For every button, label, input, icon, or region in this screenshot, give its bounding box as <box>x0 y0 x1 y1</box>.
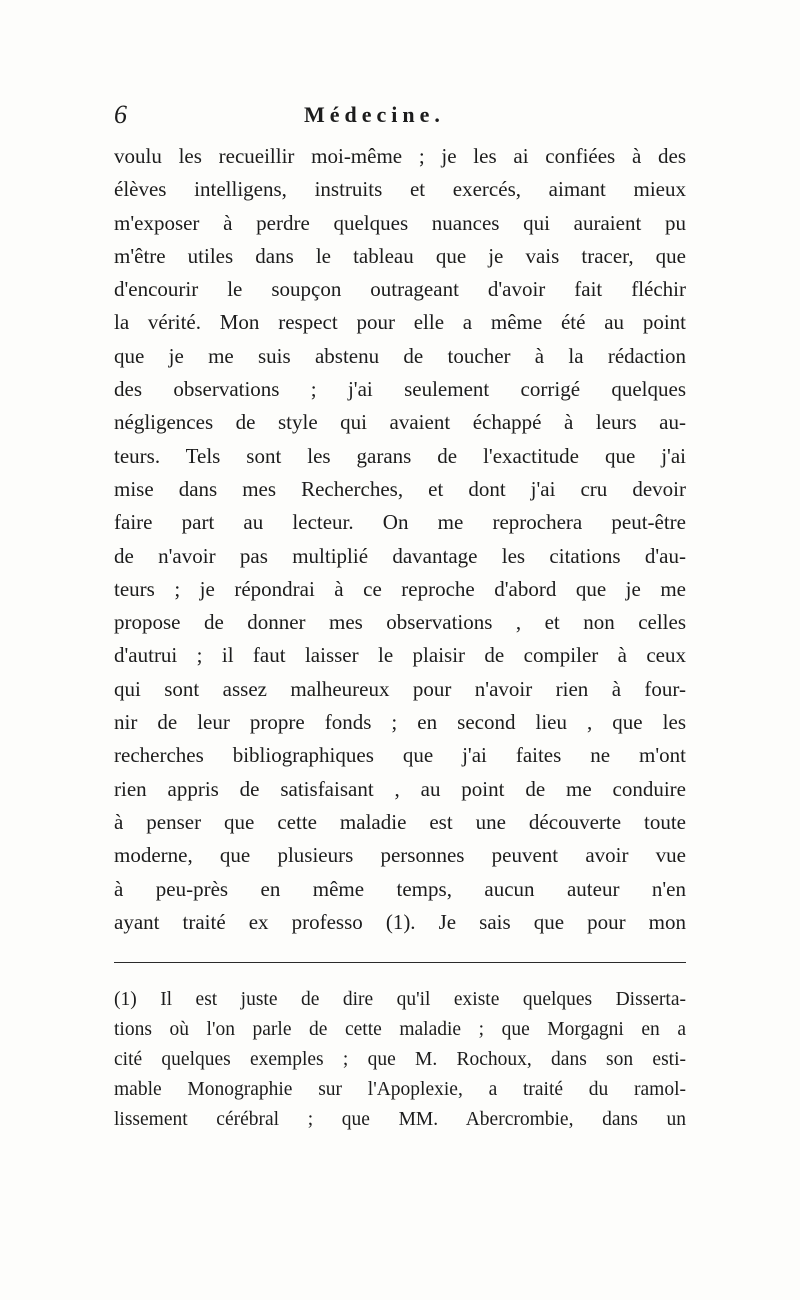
footnote-line: cité quelques exemples ; que M. Rochoux, dans son esti- <box>114 1049 686 1070</box>
text-line: la vérité. Mon respect pour elle a même été au point <box>114 310 686 335</box>
text-line: qui sont assez malheureux pour n'avoir rien à four- <box>114 676 686 701</box>
text-line: nir de leur propre fonds ; en second lieu , que les <box>114 710 686 735</box>
text-line: rien appris de satisfaisant , au point de me conduire <box>114 776 686 801</box>
footnote-line: tions où l'on parle de cette maladie ; que Morgagni en a <box>114 1019 686 1040</box>
footnote <box>114 985 686 1135</box>
text-line: voulu les recueillir moi-même ; je les ai confiées à des <box>114 144 686 168</box>
text-line: des observations ; j'ai seulement corrigé quelques <box>114 377 686 402</box>
footnote-line: mable Monographie sur l'Apoplexie, a traité du ramol- <box>114 1079 686 1100</box>
text-line: mise dans mes Recherches, et dont j'ai cru devoir <box>114 476 686 501</box>
footnote-line: (1) Il est juste de dire qu'il existe quelques Disserta- <box>114 989 686 1010</box>
text-line: faire part au lecteur. On me reprochera peut-être <box>114 510 686 535</box>
text-line: élèves intelligens, instruits et exercés, aimant mieux <box>114 177 686 202</box>
text-line: à penser que cette maladie est une découverte toute <box>114 809 686 834</box>
text-line: teurs ; je répondrai à ce reproche d'abord que je me <box>114 576 686 601</box>
text-line: d'encourir le soupçon outrageant d'avoir fait fléchir <box>114 277 686 302</box>
footnote-line: lissement cérébral ; que MM. Abercrombie, dans un <box>114 1109 686 1130</box>
text-line: m'être utiles dans le tableau que je vais tracer, que <box>114 243 686 268</box>
page-number: 6 <box>114 100 127 129</box>
text-line: à peu-près en même temps, aucun auteur n'en <box>114 876 686 901</box>
text-line: m'exposer à perdre quelques nuances qui auraient pu <box>114 210 686 235</box>
text-line: teurs. Tels sont les garans de l'exactitude que j'ai <box>114 443 686 468</box>
page-header <box>114 100 684 134</box>
text-line: d'autrui ; il faut laisser le plaisir de compiler à ceux <box>114 643 686 668</box>
main-text <box>114 140 686 939</box>
text-line: de n'avoir pas multiplié davantage les citations d'au- <box>114 543 686 568</box>
text-line: moderne, que plusieurs personnes peuvent avoir vue <box>114 843 686 868</box>
running-head: Médecine. <box>304 102 445 127</box>
text-line: ayant traité ex professo (1). Je sais que pour mon <box>114 909 686 934</box>
text-line: recherches bibliographiques que j'ai faites ne m'ont <box>114 743 686 768</box>
footnote-divider <box>114 962 686 963</box>
text-line: que je me suis abstenu de toucher à la rédaction <box>114 343 686 368</box>
text-line: négligences de style qui avaient échappé à leurs au- <box>114 410 686 435</box>
text-line: propose de donner mes observations , et non celles <box>114 610 686 635</box>
